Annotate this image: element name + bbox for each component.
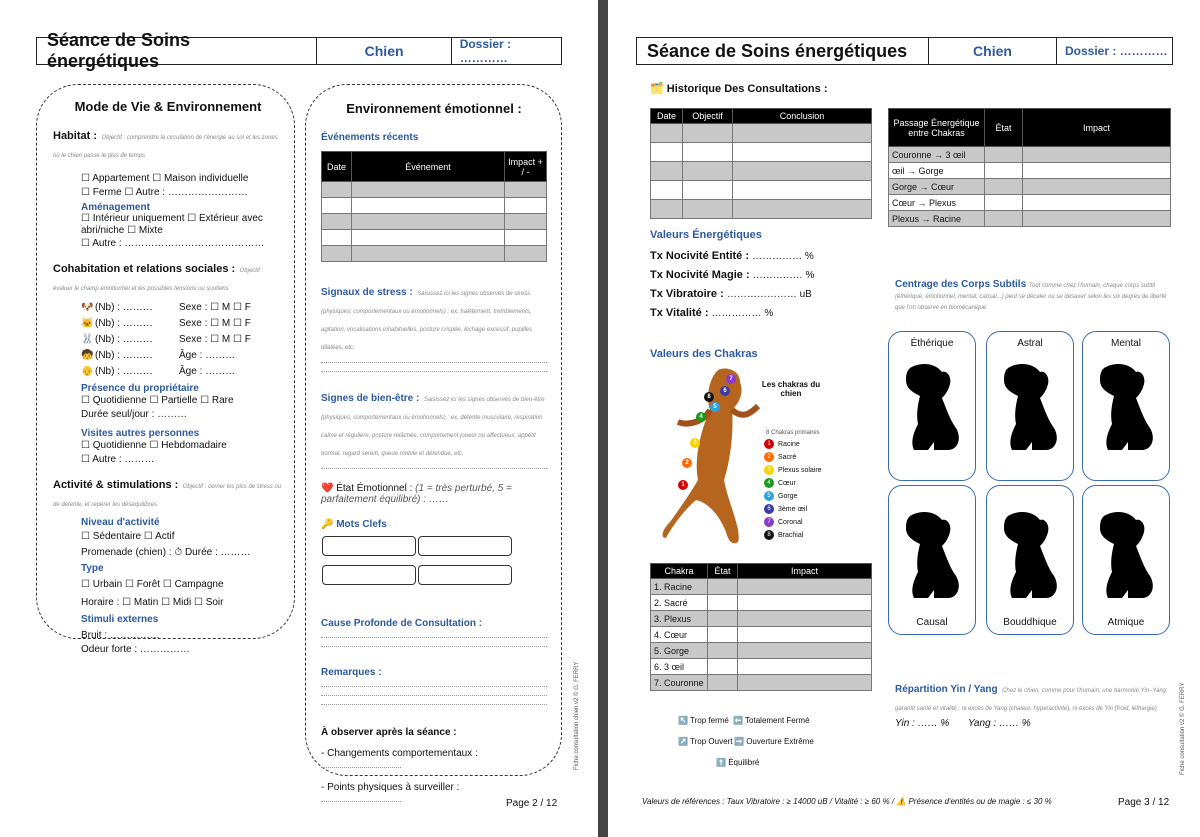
activity-objective: Objectif : cerner les pics de stress ou de détente, et repérer les déséquilibres (53, 484, 282, 508)
passage-state[interactable] (985, 163, 1023, 179)
yin-yang-heading: Répartition Yin / Yang (895, 684, 998, 695)
keywords-heading: 🔑 Mots Clefs (321, 519, 387, 530)
chakra-state[interactable] (708, 595, 738, 611)
visits-options-1[interactable]: ☐ Quotidienne ☐ Hebdomadaire (81, 440, 227, 451)
animal-icon: 🧒 (81, 350, 94, 361)
chakra-color-dot: 3 (764, 465, 774, 475)
chakra-impact[interactable] (738, 675, 872, 691)
dog-silhouette-icon (1094, 510, 1160, 603)
legend-label: Brachial (778, 531, 804, 539)
energy-values (650, 250, 814, 326)
stimuli-heading: Stimuli externes (81, 614, 159, 625)
energy-value-label: Tx Nocivité Magie : (650, 269, 750, 281)
chakra-color-dot: 8 (764, 530, 774, 540)
legend-label: Sacré (778, 453, 797, 461)
passage-row (889, 147, 1171, 163)
passage-impact[interactable] (1023, 211, 1171, 227)
chakra-state[interactable] (708, 643, 738, 659)
energy-value-label: Tx Vitalité : (650, 307, 709, 319)
state-legend-label: Équilibré (728, 758, 760, 767)
remarks-heading: Remarques : (321, 667, 382, 678)
chakra-col-state: État (708, 564, 738, 579)
events-heading: Événements récents (321, 132, 419, 143)
amenagement-heading: Aménagement (81, 202, 150, 213)
chakra-color-dot: 1 (764, 439, 774, 449)
count-field[interactable]: (Nb) : ……… (95, 302, 153, 313)
activity-heading: Activité & stimulations : (53, 479, 179, 491)
state-legend-label: Ouverture Extrême (746, 737, 814, 746)
passage-col-state: État (985, 109, 1023, 147)
animal-label: Chien (317, 38, 451, 64)
subtle-body-label: Bouddhique (1003, 617, 1057, 628)
dog-silhouette-icon (1094, 362, 1160, 455)
energy-value-row[interactable] (650, 269, 814, 281)
dog-silhouette-icon (998, 362, 1064, 455)
energy-values-heading: Valeurs Énergétiques (650, 229, 762, 241)
state-legend-label: Trop fermé (690, 716, 729, 725)
passage-impact[interactable] (1023, 195, 1171, 211)
passage-state[interactable] (985, 195, 1023, 211)
chakra-name: 7. Couronne (651, 675, 708, 691)
chakra-row (651, 643, 872, 659)
yang-field[interactable]: Yang : …… % (968, 718, 1031, 729)
presence-heading: Présence du propriétaire (81, 383, 199, 394)
keywords-boxes (321, 534, 547, 592)
state-legend-label: Trop Ouvert (690, 737, 733, 746)
emotional-state-heading: ❤️ État Émotionnel : (321, 483, 413, 494)
page-title: Séance de Soins énergétiques (37, 38, 317, 64)
chakra-points (648, 362, 826, 552)
subtle-bodies-heading: Centrage des Corps Subtils (895, 279, 1027, 290)
subtle-body-label: Éthérique (910, 338, 954, 349)
animal-icon: 👴 (81, 366, 94, 377)
energy-value-label: Tx Nocivité Entité : (650, 250, 750, 262)
chakra-name: 1. Racine (651, 579, 708, 595)
chakra-impact[interactable] (738, 611, 872, 627)
subtle-body-label: Atmique (1107, 617, 1145, 628)
legend-heading: 8 Chakras primaires (766, 430, 820, 436)
history-table (650, 108, 872, 219)
chakra-name: 2. Sacré (651, 595, 708, 611)
chakra-point: 2 (682, 458, 692, 468)
passage-impact[interactable] (1023, 179, 1171, 195)
chakra-row (651, 659, 872, 675)
passage-name: Gorge → Cœur (889, 179, 985, 195)
state-legend-item (734, 737, 814, 746)
chakra-impact[interactable] (738, 659, 872, 675)
animal-icon: 🐰 (81, 334, 94, 345)
cohab-row[interactable] (81, 333, 283, 347)
visits-heading: Visites autres personnes (81, 428, 200, 439)
history-col-objective: Objectif (683, 109, 733, 124)
events-col-date: Date (322, 152, 352, 182)
habitat-objective: Objectif : comprendre la circulation de l'énergie au sol et les zones où le chien passe le plus de temps (53, 135, 278, 159)
dog-chakra-title: Les chakras du chien (761, 380, 821, 398)
state-arrow-icon: ➡️ (734, 737, 744, 746)
chakra-col-impact: Impact (738, 564, 872, 579)
legend-label: Plexus solaire (778, 466, 822, 474)
page-title: Séance de Soins énergétiques (637, 38, 929, 64)
subtle-bodies-desc: Tout comme chez l'humain, chaque corps subtil (éthérique, émotionnel, mental, causal...) peut se décaler ou se désaxer selon les six degrés de liberté que l'on observe en biomécanique (895, 283, 1167, 311)
yin-field[interactable]: Yin : …… % (895, 718, 950, 729)
subtle-body-card (1082, 485, 1170, 635)
state-legend-item (716, 758, 759, 767)
passage-row (889, 163, 1171, 179)
state-arrow-icon: ↖️ (678, 716, 688, 725)
passage-col-passage: Passage Énergétique entre Chakras (889, 109, 985, 147)
subtle-body-card (1082, 331, 1170, 481)
stress-desc: Saisissez ici les signes observés de stress (physiques, comportementaux ou émotionnels) : ex. halètement, tremblements, agitation, vocalisations inhabituelles, posture crispée, léchage excessif, pupilles dilatées, etc. (321, 291, 533, 351)
cohab-row[interactable] (81, 317, 283, 331)
chakra-name: 4. Cœur (651, 627, 708, 643)
keyword-box[interactable] (418, 536, 512, 556)
chakra-color-dot: 4 (764, 478, 774, 488)
cohab-row[interactable] (81, 301, 283, 315)
energy-value-field[interactable]: …………… % (752, 270, 815, 281)
legend-label: Gorge (778, 492, 798, 500)
emotional-state-scale[interactable]: (1 = très perturbé, 5 = parfaitement équilibré) : …… (321, 483, 512, 505)
chakra-point: 1 (678, 480, 688, 490)
sex-age-field[interactable]: Âge : ……… (179, 350, 236, 361)
keyword-box[interactable] (418, 565, 512, 585)
chakra-point: 4 (696, 412, 706, 422)
dog-silhouette-icon (998, 510, 1064, 603)
page-number: Page 2 / 12 (506, 798, 558, 809)
habitat-heading: Habitat : (53, 130, 97, 142)
sex-age-field[interactable]: Sexe : ☐ M ☐ F (179, 302, 251, 313)
cohab-objective: Objectif : évaluer le champ émotionnel et les possibles tensions ou soutiens (53, 268, 264, 292)
presence-options[interactable]: ☐ Quotidienne ☐ Partielle ☐ Rare (81, 395, 234, 406)
chakra-color-dot: 7 (764, 517, 774, 527)
wellbeing-desc: Saisissez ici les signes observés de bien-être (physiques, comportementaux ou émotionnels) : ex. détente musculaire, respiration calme et régulière, posture relâchée, comportement joueur ou affectueux, appétit normal, regard serein, queue mobile et détendue, etc. (321, 397, 545, 457)
habitat-options-1[interactable]: ☐ Appartement ☐ Maison individuelle (81, 173, 249, 184)
chakra-row (651, 675, 872, 691)
activity-level-options[interactable]: ☐ Sédentaire ☐ Actif (81, 531, 175, 542)
dossier-field[interactable]: Dossier : ………… (1065, 44, 1168, 58)
chakra-color-dot: 2 (764, 452, 774, 462)
chakra-state[interactable] (708, 627, 738, 643)
wellbeing-heading: Signes de bien-être : (321, 393, 420, 404)
presence-duration[interactable]: Durée seul/jour : ……… (81, 409, 188, 420)
passage-impact[interactable] (1023, 147, 1171, 163)
state-arrow-icon: ⬅️ (733, 716, 743, 725)
vertical-credit: Fiche consultation chien v2 © G. FERRY (574, 661, 580, 770)
observe-heading: À observer après la séance : (321, 727, 457, 738)
legend-label: Cœur (778, 479, 796, 487)
sex-age-field[interactable]: Sexe : ☐ M ☐ F (179, 334, 251, 345)
events-col-event: Événement (352, 152, 505, 182)
dossier-field[interactable]: Dossier : ………… (459, 37, 512, 65)
amenagement-options-2[interactable]: ☐ Autre : …………………………………… (81, 238, 265, 249)
history-heading: 🗂️ Historique Des Consultations : (650, 83, 828, 95)
chakra-values-heading: Valeurs des Chakras (650, 348, 758, 360)
chakra-name: 6. 3 œil (651, 659, 708, 675)
chakra-state[interactable] (708, 579, 738, 595)
passage-row (889, 195, 1171, 211)
chakra-name: 3. Plexus (651, 611, 708, 627)
count-field[interactable]: (Nb) : ……… (95, 334, 153, 345)
observe-physical[interactable]: - Points physiques à surveiller : (321, 782, 460, 793)
page-gap (598, 0, 608, 837)
sex-age-field[interactable]: Âge : ……… (179, 366, 236, 377)
cause-heading: Cause Profonde de Consultation : (321, 618, 483, 629)
legend-label: Racine (778, 440, 800, 448)
chakra-impact[interactable] (738, 643, 872, 659)
habitat-options-2[interactable]: ☐ Ferme ☐ Autre : …………………… (81, 187, 248, 198)
passage-state[interactable] (985, 179, 1023, 195)
walk-duration[interactable]: Promenade (chien) : ⏱ Durée : ……… (81, 547, 251, 558)
subtle-body-card (986, 485, 1074, 635)
chakra-state[interactable] (708, 675, 738, 691)
type-heading: Type (81, 563, 104, 574)
state-legend-label: Totalement Fermé (745, 716, 810, 725)
chakra-point: 3 (690, 438, 700, 448)
energy-value-row[interactable] (650, 307, 814, 319)
state-legend-item (678, 737, 732, 746)
noise-field[interactable]: Bruit : …………… (81, 630, 160, 641)
page-2 (0, 0, 598, 837)
passage-row (889, 179, 1171, 195)
passage-row (889, 211, 1171, 227)
animal-label: Chien (929, 38, 1057, 64)
energy-value-row[interactable] (650, 250, 814, 262)
chakra-point: 8 (704, 392, 714, 402)
page-header (636, 37, 1173, 65)
cohab-rows (53, 301, 283, 379)
activity-level-heading: Niveau d'activité (81, 517, 160, 528)
subtle-body-card (986, 331, 1074, 481)
events-table (321, 151, 547, 262)
chakra-row (651, 611, 872, 627)
count-field[interactable]: (Nb) : ……… (95, 350, 153, 361)
passage-table (888, 108, 1171, 227)
amenagement-options-1[interactable]: ☐ Intérieur uniquement ☐ Extérieur avec abri/niche ☐ Mixte (81, 213, 263, 236)
cohab-row[interactable] (81, 349, 283, 363)
chakra-row (651, 627, 872, 643)
energy-value-field[interactable]: …………… % (711, 308, 774, 319)
subtle-body-label: Astral (1017, 338, 1043, 349)
chakra-name: 5. Gorge (651, 643, 708, 659)
chakra-point: 7 (726, 374, 736, 384)
energy-value-field[interactable]: …………… % (752, 251, 814, 262)
state-legend-item (678, 716, 729, 725)
subtle-body-label: Mental (1110, 338, 1141, 349)
chakra-table (650, 563, 872, 691)
chakra-state[interactable] (708, 611, 738, 627)
vertical-credit: Fiche consultation v2 © G. FERRY (1180, 682, 1186, 775)
chakra-impact[interactable] (738, 579, 872, 595)
energy-value-field[interactable]: ………………… uB (726, 289, 812, 300)
chakra-color-dot: 6 (764, 504, 774, 514)
subtle-body-card (888, 485, 976, 635)
passage-name: Couronne → 3 œil (889, 147, 985, 163)
yin-yang-desc: Chez le chien, comme pour l'humain, une harmonie Yin–Yang garantit santé et vitalité ; ni excès de Yang (chaleur, hyperactivité), ni excès de Yin (froid, léthargie) (895, 688, 1166, 712)
count-field[interactable]: (Nb) : ……… (95, 366, 153, 377)
stress-heading: Signaux de stress : (321, 287, 413, 298)
dog-silhouette-icon (900, 510, 966, 603)
observe-behaviour[interactable]: - Changements comportementaux : (321, 748, 478, 759)
subtle-body-label: Causal (916, 617, 948, 628)
schedule-options[interactable]: Horaire : ☐ Matin ☐ Midi ☐ Soir (81, 597, 224, 608)
chakra-color-dot: 5 (764, 491, 774, 501)
energy-value-row[interactable] (650, 288, 814, 300)
passage-col-impact: Impact (1023, 109, 1171, 147)
state-arrow-icon: ↗️ (678, 737, 688, 746)
passage-state[interactable] (985, 147, 1023, 163)
keyword-box[interactable] (322, 565, 416, 585)
type-options[interactable]: ☐ Urbain ☐ Forêt ☐ Campagne (81, 579, 224, 590)
legend-label: 3ème œil (778, 505, 808, 513)
reference-values: Valeurs de références : Taux Vibratoire : ≥ 14000 uB / Vitalité : ≥ 60 % / ⚠️ Présence d'entités ou de magie : ≤ 30 % (642, 797, 1052, 806)
sex-age-field[interactable]: Sexe : ☐ M ☐ F (179, 318, 251, 329)
cohab-heading: Cohabitation et relations sociales : (53, 263, 236, 275)
passage-state[interactable] (985, 211, 1023, 227)
animal-icon: 🐱 (81, 318, 94, 329)
animal-icon: 🐶 (81, 302, 94, 313)
chakra-impact[interactable] (738, 595, 872, 611)
passage-impact[interactable] (1023, 163, 1171, 179)
page-number: Page 3 / 12 (1118, 797, 1170, 808)
page-3 (608, 0, 1200, 837)
visits-options-2[interactable]: ☐ Autre : ……… (81, 454, 155, 465)
chakra-impact[interactable] (738, 627, 872, 643)
cohab-row[interactable] (81, 365, 283, 379)
count-field[interactable]: (Nb) : ……… (95, 318, 153, 329)
energy-value-label: Tx Vibratoire : (650, 288, 724, 300)
chakra-col-name: Chakra (651, 564, 708, 579)
state-arrow-icon: ⬆️ (716, 758, 726, 767)
life-box (36, 84, 295, 655)
dog-silhouette-icon (900, 362, 966, 455)
legend-label: Coronal (778, 518, 803, 526)
chakra-row (651, 595, 872, 611)
chakra-state[interactable] (708, 659, 738, 675)
chakra-point: 5 (710, 402, 720, 412)
page-header (36, 30, 562, 71)
history-col-conclusion: Conclusion (733, 109, 872, 124)
chakra-row (651, 579, 872, 595)
keyword-box[interactable] (322, 536, 416, 556)
odor-field[interactable]: Odeur forte : …………… (81, 644, 190, 655)
state-legend-item (733, 716, 810, 725)
passage-name: Plexus → Racine (889, 211, 985, 227)
emotion-box (305, 84, 562, 793)
life-title: Mode de Vie & Environnement (74, 99, 262, 114)
events-col-impact: Impact + / - (505, 152, 547, 182)
passage-name: œil → Gorge (889, 163, 985, 179)
chakra-point: 6 (720, 386, 730, 396)
emotion-title: Environnement émotionnel : (346, 101, 522, 116)
passage-name: Cœur → Plexus (889, 195, 985, 211)
history-col-date: Date (651, 109, 683, 124)
subtle-body-card (888, 331, 976, 481)
